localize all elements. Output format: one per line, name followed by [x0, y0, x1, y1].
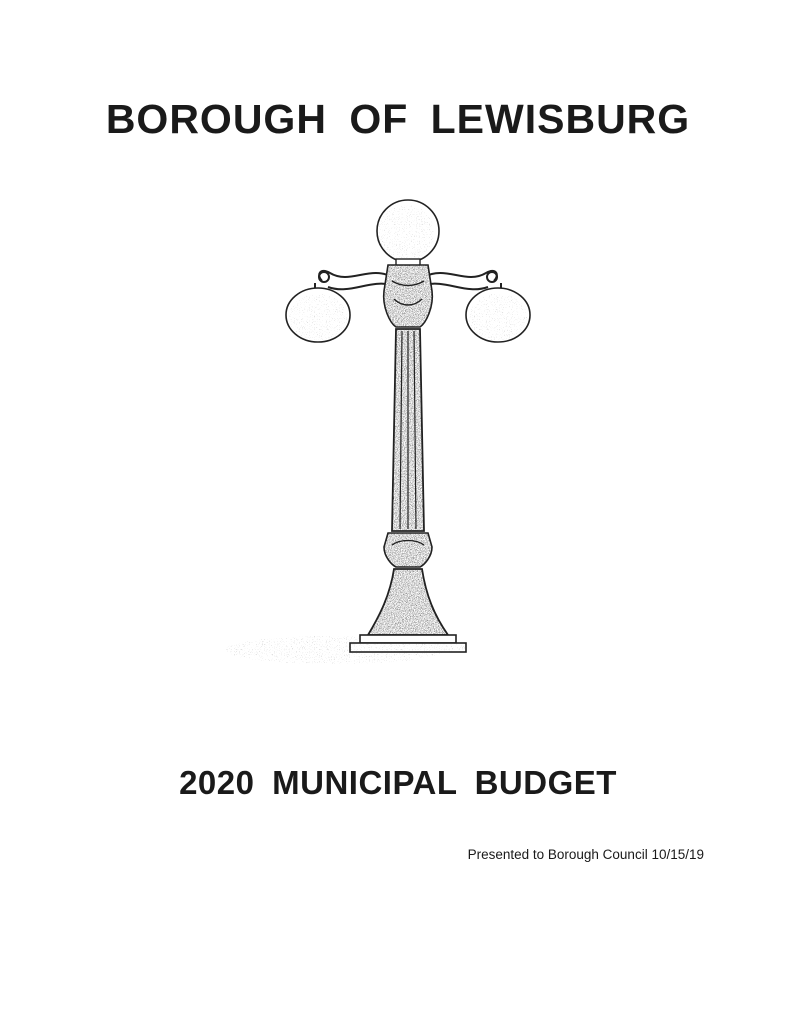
right-globe	[466, 283, 530, 342]
presented-note: Presented to Borough Council 10/15/19	[467, 847, 704, 862]
lamp-shaft	[392, 329, 424, 531]
top-globe	[377, 200, 439, 267]
lamp-base	[350, 569, 466, 652]
street-lamp-post-illustration	[220, 195, 540, 685]
budget-title: 2020 MUNICIPAL BUDGET	[179, 764, 617, 801]
lamp-capital	[384, 265, 433, 327]
page-title: BOROUGH OF LEWISBURG	[105, 96, 691, 142]
lamp-collar	[384, 533, 432, 567]
left-globe	[286, 283, 350, 342]
